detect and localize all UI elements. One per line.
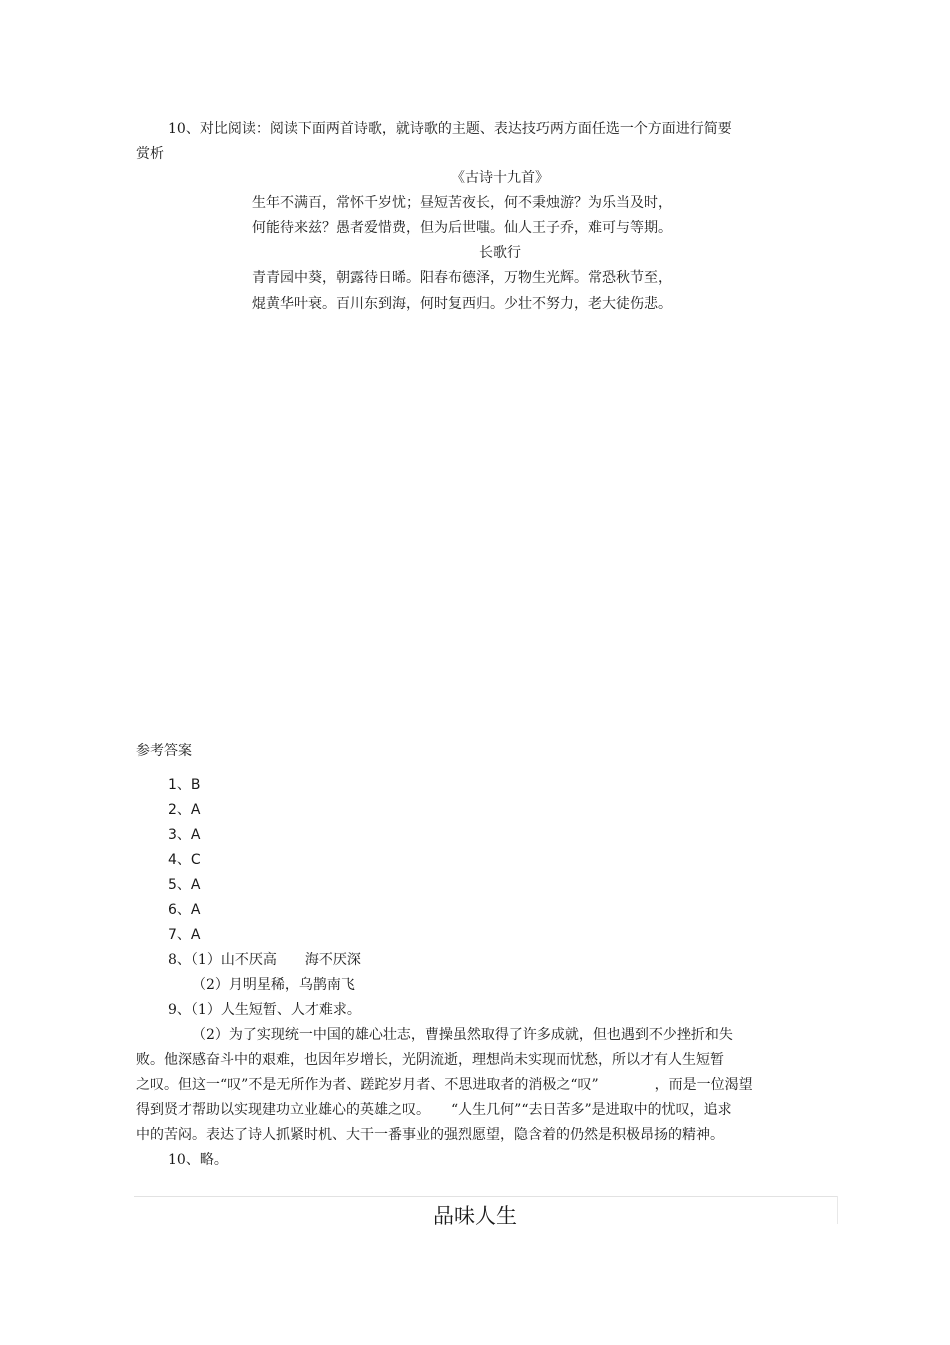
answer-item-7: 7、A [168,927,201,943]
answer-item-9-part-2-line-5: 中的苦闷。表达了诗人抓紧时机、大干一番事业的强烈愿望，隐含着的仍然是积极昂扬的精神。 [136,1127,724,1143]
poem1-line-1: 生年不满百，常怀千岁忧；昼短苦夜长，何不秉烛游？为乐当及时， [252,195,672,211]
answer-item-9-part-2-line-4: 得到贤才帮助以实现建功立业雄心的英雄之叹。 “人生几何”“去日苦多”是进取中的忧叹，追求 [136,1102,732,1118]
poem2-title: 长歌行 [479,245,521,261]
answer-item-5: 5、A [168,877,201,893]
answer-item-9-part-2-line-1: （2）为了实现统一中国的雄心壮志，曹操虽然取得了许多成就，但也遇到不少挫折和失 [192,1027,733,1043]
answer-item-9-part-1: 9、（1）人生短暂、人才难求。 [168,1002,361,1018]
answer-item-10: 10、略。 [168,1152,228,1168]
footer-title: 品味人生 [433,1204,517,1228]
poem2-line-1: 青青园中葵，朝露待日晞。阳春布德泽，万物生光辉。常恐秋节至， [252,270,672,286]
answer-item-4: 4、C [168,852,201,868]
answer-item-8-part-1: 8、（1）山不厌高 海不厌深 [168,952,361,968]
poem1-line-2: 何能待来兹？愚者爱惜费，但为后世嗤。仙人王子乔，难可与等期。 [252,220,672,236]
answer-item-2: 2、A [168,802,201,818]
question-prompt-line-2: 赏析 [136,146,164,162]
answer-item-3: 3、A [168,827,201,843]
answer-item-9-part-2-line-2: 败。他深感奋斗中的艰难，也因年岁增长，光阴流逝，理想尚未实现而忧愁，所以才有人生短暂 [136,1052,724,1068]
answer-item-6: 6、A [168,902,201,918]
answers-heading: 参考答案 [136,743,192,759]
question-prompt-line-1: 10、对比阅读：阅读下面两首诗歌，就诗歌的主题、表达技巧两方面任选一个方面进行简要 [168,121,732,137]
answer-item-1: 1、B [168,777,201,793]
poem2-line-2: 焜黄华叶衰。百川东到海，何时复西归。少壮不努力，老大徒伤悲。 [252,296,672,312]
answer-item-9-part-2-line-3: 之叹。但这一“叹”不是无所作为者、蹉跎岁月者、不思进取者的消极之“叹” ，而是一位渴望 [136,1077,753,1093]
poem1-title: 《古诗十九首》 [451,170,549,186]
answer-item-8-part-2: （2）月明星稀，乌鹊南飞 [192,977,355,993]
footer-divider [134,1196,838,1197]
